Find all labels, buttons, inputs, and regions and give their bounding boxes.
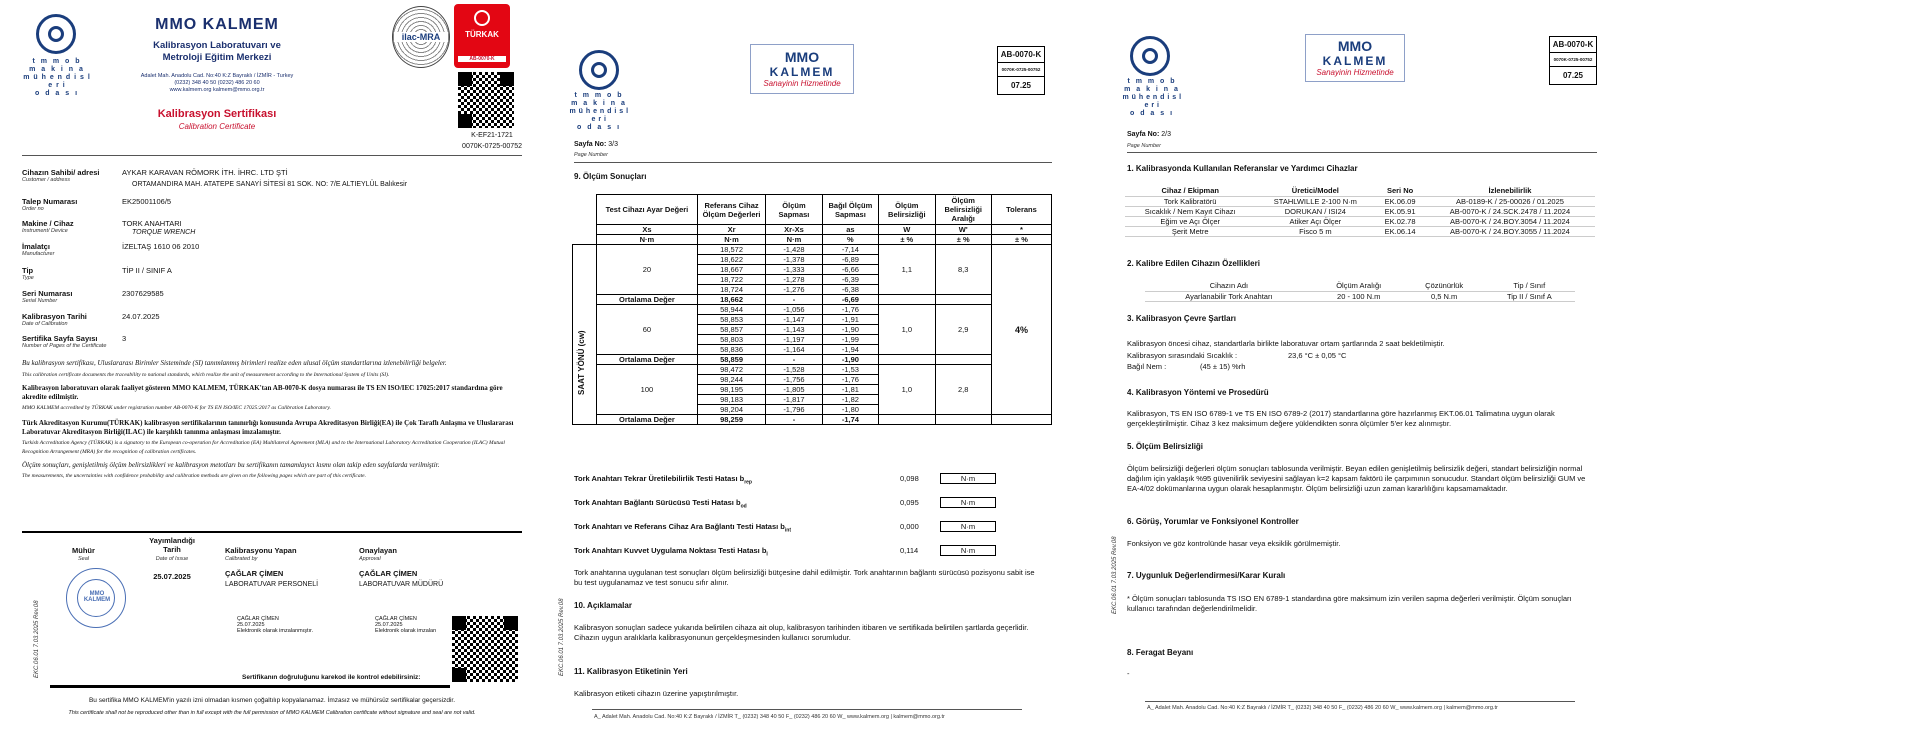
field-manufacturer: İmalatçı Manufacturer İZELTAŞ 1610 06 2010 (22, 242, 200, 257)
average-row: Ortalama Değer 98,259 - -1,74 (573, 415, 1052, 425)
section-11-title: 11. Kalibrasyon Etiketinin Yeri (574, 667, 688, 676)
side-revision-text: EKC.06.01 7.03.2025 Rev.08 (34, 600, 40, 678)
device-table: Cihazın Adı Ölçüm Aralığı Çözünürlük Tip / Sınıf Ayarlanabilir Tork Anahtarı 20 - 100 N.m 0,5 N.m Tip II / Sınıf A (1145, 281, 1575, 302)
error-note: Tork anahtarına uygulanan test sonuçları ölçüm belirsizliği bütçesine dahil edilmiştir. Tork anahtarının bağlantı sürücüsü pozisyonu sabit ise bu test uygulanamaz ve test sonucu sıfır alınır. (574, 568, 1035, 587)
qr-note-bar (50, 685, 450, 688)
org-web: www.kalmem.org kalmem@mmo.org.tr (169, 87, 265, 93)
field-calib-date: Kalibrasyon Tarihi Date of Calibration 24.07.2025 (22, 312, 160, 327)
section-4-text: Kalibrasyon, TS EN ISO 6789-1 ve TS EN ISO 6789-2 (2017) standartlarına göre hazırlanmış EKT.06.01 Talimatına uygun olarak gerçekleştirilmiştir. Cihaz 3 kez maksimum değere yüklendikten sonra ölçümler 5'er kez alınmıştır. (1127, 409, 1555, 428)
page-number: Sayfa No: 3/3 (574, 141, 618, 148)
doc-code-box: AB-0070-K 0070K-0725-00752 07.25 (1549, 36, 1597, 85)
tmmob-text: t m m o b m a k i n a m ü h e n d i s l e r i o d a s ı (23, 58, 91, 97)
page-footer: A_ Adalet Mah. Anadolu Cad. No:40 K:Z Bayraklı / İZMİR T_ (0232) 348 40 50 F_ (0232) 486 20 60 W_ www.kalmem.org | kalmem@mmo.org.tr (594, 714, 945, 720)
table-row: 98,204 -1,796 -1,80 (573, 405, 1052, 415)
field-device: Makine / Cihaz Instrument/ Device TORK ANAHTARI TORQUE WRENCH (22, 219, 196, 236)
error-line-rep: Tork Anahtarı Tekrar Üretilebilirlik Testi Hatası $b_{rep}$ (574, 474, 752, 486)
org-phones: (0232) 348 40 50 (0232) 486 20 60 (174, 80, 260, 86)
cert-code-1: K-EF21-1721 (471, 132, 513, 139)
section-7-text: * Ölçüm sonuçları tablosunda TS ISO EN 6789-1 standardına göre maksimum izin verilen sapma değerleri verilmiştir. Ölçüm sonuçları kullanıcı tarafından değerlendirilmelidir. (1127, 594, 1572, 613)
average-row: Ortalama Değer 18,662 - -6,69 (573, 295, 1052, 305)
section-7-title: 7. Uygunluk Değerlendirmesi/Karar Kuralı (1127, 571, 1286, 580)
table-row: Sıcaklık / Nem Kayıt Cihazı DORUKAN / ISI24 EK.05.91 AB-0070-K / 24.SCK.2478 / 11.2024 (1125, 206, 1595, 216)
table-row: 98,195 -1,805 -1,81 (573, 385, 1052, 395)
turkak-label: TÜRKAK (465, 30, 499, 39)
section-5-text: Ölçüm belirsizliği değerleri ölçüm sonuçları tablosunda verilmiştir. Beyan edilen genişletilmiş belirsizlik değeri, standart belirsizliğin normal dağılım için yaklaşık %95 güvenilirlik seviyesini sağlayan k=2 kapsam faktörü ile çarpımının sonucudur. Standart ölçüm belirsizliği GUM ve EA-4/02 dokümanlarına uygun olarak hesaplanmıştır. Ölçüm belirsizliği uzun zaman kararlılığını kapsamamaktadır. (1127, 464, 1586, 493)
humidity-value: (45 ± 15) %rh (1200, 362, 1246, 371)
seal-stamp-icon: MMO KALMEM (66, 568, 126, 628)
tolerance-value: 4% (991, 245, 1051, 415)
org-sub1: Kalibrasyon Laboratuvarı ve (153, 40, 281, 51)
table-row: 60 58,944 -1,056 -1,76 1,0 2,9 (573, 305, 1052, 315)
section-2-title: 2. Kalibre Edilen Cihazın Özellikleri (1127, 259, 1260, 268)
cert-code-2: 0070K-0725-00752 (462, 143, 522, 150)
table-row: SAAT YÖNÜ (cw) 20 18,572 -1,428 -7,14 1,1 8,3 4% (573, 245, 1052, 255)
table-row: Ayarlanabilir Tork Anahtarı 20 - 100 N.m 0,5 N.m Tip II / Sınıf A (1145, 291, 1575, 301)
approval-label: Onaylayan (359, 546, 397, 555)
table-row: 58,836 -1,164 -1,94 (573, 345, 1052, 355)
tmmob-text: t m m o b m a k i n a m ü h e n d i s l e r i o d a s ı (569, 92, 629, 131)
section-6-title: 6. Görüş, Yorumlar ve Fonksiyonel Kontroller (1127, 517, 1299, 526)
section-10-text: Kalibrasyon sonuçları sadece yukarıda belirtilen cihaza ait olup, kalibrasyon tarihinden itibaren ve sertifikada belirtilen şartlarda geçerlidir. Cihazın uygun aralıklarla kalibrasyonunun gerçekleşmesinden kullanıcı sorumludur. (574, 623, 1029, 642)
calibrated-by-name: ÇAĞLAR ÇİMEN (225, 569, 284, 578)
table-row: Şerit Metre Fisco 5 m EK.06.14 AB-0070-K / 24.BOY.3055 / 11.2024 (1125, 226, 1595, 236)
table-row: 18,722 -1,278 -6,39 (573, 275, 1052, 285)
table-row: 98,244 -1,756 -1,76 (573, 375, 1052, 385)
section-5-title: 5. Ölçüm Belirsizliği (1127, 442, 1204, 451)
org-sub2: Metroloji Eğitim Merkezi (162, 52, 272, 63)
table-row: 100 98,472 -1,528 -1,53 1,0 2,8 (573, 365, 1052, 375)
table-row: 18,622 -1,378 -6,89 (573, 255, 1052, 265)
tmmob-text: t m m o b m a k i n a m ü h e n d i s l e r i o d a s ı (1122, 78, 1182, 117)
section-8-title: 8. Feragat Beyanı (1127, 648, 1194, 657)
tmmob-logo-icon (36, 14, 76, 54)
page-number: Sayfa No: 2/3 (1127, 131, 1171, 138)
table-row: Eğim ve Açı Ölçer Atiker Açı Ölçer EK.02.78 AB-0070-K / 24.BOY.3054 / 11.2024 (1125, 216, 1595, 226)
field-customer: Cihazın Sahibi/ adresi Customer / address AYKAR KARAVAN RÖMORK İTH. İHRC. LTD ŞTİ ORTAMANDIRA MAH. ATATEPE SANAYİ SİTESİ 81 SOK. NO: 7/E ALTIEYLÜL Balıkesir (22, 168, 408, 188)
table-row: 18,724 -1,276 -6,38 (573, 285, 1052, 295)
table-row: 18,667 -1,333 -6,66 (573, 265, 1052, 275)
section-4-title: 4. Kalibrasyon Yöntemi ve Prosedürü (1127, 388, 1269, 397)
cert-title: Kalibrasyon Sertifikası (157, 108, 277, 120)
qr-note: Sertifikanın doğruluğunu karekod ile kontrol edebilirsiniz: (242, 674, 421, 681)
issue-date: 25.07.2025 (153, 572, 191, 581)
verify-qr-code-icon (452, 616, 518, 682)
mmo-kalmem-logo: MMO KALMEM Sanayinin Hizmetinde (1305, 34, 1405, 82)
side-revision-text: EKC.06.01 7.03.2025 Rev.08 (559, 598, 565, 676)
humidity-label: Bağıl Nem : (1127, 362, 1167, 371)
measurement-results-page: t m m o b m a k i n a m ü h e n d i s l e r i o d a s ı MMO KALMEM Sanayinin Hizmetinde AB-0070-K 0070K-0725-00752 07.25 Sayfa No: 3/3 Page Number 9. Ölçüm Sonuçları Test Cihazı Ayar Değeri Referans Cihaz Ölçüm Değerleri Ölçüm Sapması Bağıl Ölçüm Sapması Ölçüm Belirsizliği Ölçüm Belirsizliği Aralığı Tolerans Xs Xr Xr-Xs as W W' * N·m N·m N·m % ± % ± % ± % SAAT YÖNÜ (cw) 20 18,572 -1,428 -7,14 1,1 8,3 4% 18,622 -1,378 -6,89 18,667 -1,333 -6,66 18,722 -1,278 -6,39 18,724 -1,276 -6,38 Ortalama Değer 18,662 - -6,69 60 58,944 -1,056 -1,76 1,0 2,9 58,853 -1,147 -1,91 58,857 -1,143 -1,90 58,803 -1,197 -1,99 58,836 -1,164 -1,94 Ortalama Değer 58,859 - -1,90 100 98,472 -1,528 -1,53 1,0 2,8 98,244 -1,756 -1,76 98,195 -1,805 -1,81 98,183 -1,817 -1,82 98,204 -1,796 -1,80 Ortalama Değer 98,259 - -1,74 Tork Anahtarı Tekrar Üretilebilirlik Testi Hatası $b_{rep}$ 0,098 N·m Tork Anahtarı Bağlantı Sürücüsü Testi Hatası $b_{od}$ 0,095 N·m Tork Anahtarı ve Referans Cihaz Ara Bağlantı Testi Hatası $b_{int}$ 0,000 N·m Tork Anahtarı Kuvvet Uygulama Noktası Testi Hatası $b_l$ 0,114 N·m Tork anahtarına uygulanan test sonuçları ölçüm belirsizliği bütçesine dahil edilmiştir. Tork anahtarının bağlantı sürücüsü pozisyonu sabit ise bu test uygulanamaz ve test sonucu sıfır alınır. 10. Açıklamalar Kalibrasyon sonuçları sadece yukarıda belirtilen cihaza ait olup, kalibrasyon tarihinden itibaren ve sertifikada belirtilen şartlarda geçerlidir. Cihazın uygun aralıklarla kalibrasyonunun gerçekleşmesinden kullanıcı sorumludur. 11. Kalibrasyon Etiketinin Yeri Kalibrasyon etiketi cihazın üzerine yapıştırılmıştır. A_ Adalet Mah. Anadolu Cad. No:40 K:Z Bayraklı / İZMİR T_ (0232) 348 40 50 F_ (0232) 486 20 60 W_ www.kalmem.org | kalmem@mmo.org.tr EKC.06.01 7.03.2025 Rev.08 (567, 0, 1057, 748)
temp-label: Kalibrasyon sırasındaki Sıcaklık : (1127, 351, 1238, 360)
measurement-table: Test Cihazı Ayar Değeri Referans Cihaz Ölçüm Değerleri Ölçüm Sapması Bağıl Ölçüm Sapması Ölçüm Belirsizliği Ölçüm Belirsizliği Aralığı Tolerans Xs Xr Xr-Xs as W W' * N·m N·m N·m % ± % ± % ± % SAAT YÖNÜ (cw) 20 18,572 -1,428 -7,14 1,1 8,3 4% 18,622 -1,378 -6,89 18,667 -1,333 -6,66 18,722 -1,278 -6,39 18,724 -1,276 -6,38 Ortalama Değer 18,662 - -6,69 60 58,944 -1,056 -1,76 1,0 2,9 58,853 -1,147 -1,91 58,857 -1,143 -1,90 58,803 -1,197 -1,99 58,836 -1,164 -1,94 Ortalama Değer 58,859 - -1,90 100 98,472 -1,528 -1,53 1,0 2,8 98,244 -1,756 -1,76 98,195 -1,805 -1,81 98,183 -1,817 -1,82 98,204 -1,796 -1,80 Ortalama Değer 98,259 - -1,74 (572, 194, 1052, 425)
average-row: Ortalama Değer 58,859 - -1,90 (573, 355, 1052, 365)
mmo-kalmem-logo: MMO KALMEM Sanayinin Hizmetinde (750, 44, 854, 94)
error-line-od: Tork Anahtarı Bağlantı Sürücüsü Testi Hatası $b_{od}$ (574, 498, 747, 510)
issue-label: Yayımlandığı Tarih (149, 536, 195, 554)
direction-label: SAAT YÖNÜ (cw) (577, 330, 586, 395)
doc-code-box: AB-0070-K 0070K-0725-00752 07.25 (997, 46, 1045, 95)
qr-code-icon (458, 72, 514, 128)
esig-approver: ÇAĞLAR ÇİMEN 25.07.2025 Elektronik olarak imzalan (375, 616, 437, 634)
error-line-l: Tork Anahtarı Kuvvet Uygulama Noktası Testi Hatası $b_l$ (574, 546, 768, 558)
calibrated-by-label: Kalibrasyonu Yapan (225, 546, 297, 555)
table-row: 58,803 -1,197 -1,99 (573, 335, 1052, 345)
calibration-details-page: t m m o b m a k i n a m ü h e n d i s l e r i o d a s ı MMO KALMEM Sanayinin Hizmetinde AB-0070-K 0070K-0725-00752 07.25 Sayfa No: 2/3 Page Number 1. Kalibrasyonda Kullanılan Referanslar ve Yardımcı Cihazlar Cihaz / Ekipman Üretici/Model Seri No İzlenebilirlik Tork Kalibratörü STAHLWILLE 2-100 N·m EK.06.09 AB-0189-K / 25-00026 / 01.2025 Sıcaklık / Nem Kayıt Cihazı DORUKAN / ISI24 EK.05.91 AB-0070-K / 24.SCK.2478 / 11.2024 Eğim ve Açı Ölçer Atiker Açı Ölçer EK.02.78 AB-0070-K / 24.BOY.3054 / 11.2024 Şerit Metre Fisco 5 m EK.06.14 AB-0070-K / 24.BOY.3055 / 11.2024 2. Kalibre Edilen Cihazın Özellikleri Cihazın Adı Ölçüm Aralığı Çözünürlük Tip / Sınıf Ayarlanabilir Tork Anahtarı 20 - 100 N.m 0,5 N.m Tip II / Sınıf A 3. Kalibrasyon Çevre Şartları Kalibrasyon öncesi cihaz, standartlarla birlikte laboratuvar ortam şartlarında 2 saat bekletilmiştir. Kalibrasyon sırasındaki Sıcaklık : 23,6 °C ± 0,05 °C Bağıl Nem : (45 ± 15) %rh 4. Kalibrasyon Yöntemi ve Prosedürü Kalibrasyon, TS EN ISO 6789-1 ve TS EN ISO 6789-2 (2017) standartlarına göre hazırlanmış EKT.06.01 Talimatına uygun olarak gerçekleştirilmiştir. Cihaz 3 kez maksimum değere yüklendikten sonra ölçümler 5'er kez alınmıştır. 5. Ölçüm Belirsizliği Ölçüm belirsizliği değerleri ölçüm sonuçları tablosunda verilmiştir. Beyan edilen genişletilmiş belirsizlik değeri, standart belirsizliğin normal dağılım için yaklaşık %95 güvenilirlik seviyesini sağlayan k=2 kapsam faktörü ile çarpımının sonucudur. Standart ölçüm belirsizliği GUM ve EA-4/02 dokümanlarına uygun olarak hesaplanmıştır. Ölçüm belirsizliği uzun zaman kararlılığını kapsamamaktadır. 6. Görüş, Yorumlar ve Fonksiyonel Kontroller Fonksiyon ve göz kontrolünde hasar veya eksiklik görülmemiştir. 7. Uygunluk Değerlendirmesi/Karar Kuralı * Ölçüm sonuçları tablosunda TS ISO EN 6789-1 standardına göre maksimum izin verilen sapma değerleri verilmiştir. Ölçüm sonuçları kullanıcı tarafından değerlendirilmelidir. 8. Feragat Beyanı - A_ Adalet Mah. Anadolu Cad. No:40 K:Z Bayraklı / İZMİR T_ (0232) 348 40 50 F_ (0232) 486 20 60 W_ www.kalmem.org | kalmem@mmo.org.tr EKC.06.01 7.03.2025 Rev.08 (1120, 0, 1600, 748)
table-row: 98,183 -1,817 -1,82 (573, 395, 1052, 405)
turkak-logo-icon (454, 4, 510, 68)
section-8-text: - (1127, 669, 1130, 678)
section-1-title: 1. Kalibrasyonda Kullanılan Referanslar ve Yardımcı Cihazlar (1127, 164, 1358, 173)
certificate-cover-page: t m m o b m a k i n a m ü h e n d i s l e r i o d a s ı MMO KALMEM Kalibrasyon Laboratuvarı ve Metroloji Eğitim Merkezi Adalet Mah. Anadolu Cad. No:40 K:Z Bayraklı / İZMİR - Turkey (0232) 348 40 50 (0232) 486 20 60 www.kalmem.org kalmem@mmo.org.tr ilac-MRA TÜRKAK AB-0070-K K-EF21-1721 0070K-0725-00752 Kalibrasyon Sertifikası Calibration Certificate Cihazın Sahibi/ adresi Customer / address AYKAR KARAVAN RÖMORK İTH. İHRC. LTD ŞTİ ORTAMANDIRA MAH. ATATEPE SANAYİ SİTESİ 81 SOK. NO: 7/E ALTIEYLÜL Balıkesir Talep Numarası Order no EK25001106/5 Makine / Cihaz Instrument/ Device TORK ANAHTARI TORQUE WRENCH İmalatçı Manufacturer İZELTAŞ 1610 06 2010 Tip Type TİP II / SINIF A Seri Numarası Serial Number 2307629585 Kalibrasyon Tarihi Date of Calibration 24.07.2025 Sertifika Sayfa Sayısı Number of Pages of the Certificate 3 Bu kalibrasyon sertifikası, Uluslararası Birimler Sisteminde (SI) tanımlanmış birimleri realize eden ulusal ölçüm standartlarına izlenebilirliği belgeler. This calibration certificate documents the traceability to national standards, which realize the unit of measurement according to the International System of Units (SI). Kalibrasyon laboratuvarı olarak faaliyet gösteren MMO KALMEM, TÜRKAK'tan AB-0070-K dosya numarası ile TS EN ISO/IEC 17025:2017 standardına göre akredite edilmiştir. MMO KALMEM accredited by TÜRKAK under registration number AB-0070-K for TS EN ISO/IEC 17025:2017 as Calibration Laboratory. Türk Akreditasyon Kurumu(TÜRKAK) kalibrasyon sertifikalarının tanınırlığı konusunda Avrupa Akreditasyon Birliği(EA) ile Çok Taraflı Anlaşma ve Uluslararası Laboratuvar Akreditasyon Birliği(ILAC) ile karşılıklı tanınma anlaşması imzalamıştır. Turkish Accreditation Agency (TÜRKAK) is a signatory to the European co-operation for Accreditation (EA) Multilateral Agreement (MLA) and to the International Laboratory Accreditation Cooperation (ILAC) Mutual Recognition Arrangement (MRA) for the recognition of calibration certificates. Ölçüm sonuçları, genişletilmiş ölçüm belirsizlikleri ve kalibrasyon metotları bu sertifikanın tamamlayıcı kısmı olan takip eden sayfalarda verilmiştir. The measurements, the uncertainties with confidence probability and calibration methods are given on the following pages which are part of this certificate. Mühür Seal Yayımlandığı Tarih Date of Issue 25.07.2025 Kalibrasyonu Yapan Calibrated by ÇAĞLAR ÇİMEN LABORATUVAR PERSONELİ Onaylayan Approval ÇAĞLAR ÇİMEN LABORATUVAR MÜDÜRÜ MMO KALMEM ÇAĞLAR ÇİMEN 25.07.2025 Elektronik olarak imzalanmıştır. ÇAĞLAR ÇİMEN 25.07.2025 Elektronik olarak imzalan Sertifikanın doğruluğunu karekod ile kontrol edebilirsiniz: Bu sertifika MMO KALMEM'in yazılı izni olmadan kısmen çoğaltılıp kopyalanamaz. İmzasız ve mühürsüz sertifikalar geçersizdir. This certificate shall not be reproduced other than in full except with the full permission of MMO KALMEM Calibration certificate without signature and seal are not valid. EKC.06.01 7.03.2025 Rev.08 (22, 0, 522, 748)
ilac-mra-label: ilac-MRA (394, 32, 448, 42)
reference-table: Cihaz / Ekipman Üretici/Model Seri No İzlenebilirlik Tork Kalibratörü STAHLWILLE 2-100 N·m EK.06.09 AB-0189-K / 25-00026 / 01.2025 Sıcaklık / Nem Kayıt Cihazı DORUKAN / ISI24 EK.05.91 AB-0070-K / 24.SCK.2478 / 11.2024 Eğim ve Açı Ölçer Atiker Açı Ölçer EK.02.78 AB-0070-K / 24.BOY.3054 / 11.2024 Şerit Metre Fisco 5 m EK.06.14 AB-0070-K / 24.BOY.3055 / 11.2024 (1125, 186, 1595, 237)
field-pages: Sertifika Sayfa Sayısı Number of Pages of the Certificate 3 (22, 334, 127, 349)
table-row: 58,857 -1,143 -1,90 (573, 325, 1052, 335)
section-6-text: Fonksiyon ve göz kontrolünde hasar veya eksiklik görülmemiştir. (1127, 539, 1341, 548)
note-si: Bu kalibrasyon sertifikası, Uluslararası Birimler Sisteminde (SI) tanımlanmış birimleri realize eden ulusal ölçüm standartlarına izlenebilirliği belgeler. This calibration certificate documents the traceability to national standards, which realize the unit of measurement according to the International System of Units (SI). Kalibrasyon laboratuvarı olarak faaliyet gösteren MMO KALMEM, TÜRKAK'tan AB-0070-K dosya numarası ile TS EN ISO/IEC 17025:2017 standardına göre akredite edilmiştir. MMO KALMEM accredited by TÜRKAK under registration number AB-0070-K for TS EN ISO/IEC 17025:2017 as Calibration Laboratory. Türk Akreditasyon Kurumu(TÜRKAK) kalibrasyon sertifikalarının tanınırlığı konusunda Avrupa Akreditasyon Birliği(EA) ile Çok Taraflı Anlaşma ve Uluslararası Laboratuvar Akreditasyon Birliği(ILAC) ile karşılıklı tanınma anlaşması imzalamıştır. Turkish Accreditation Agency (TÜRKAK) is a signatory to the European co-operation for Accreditation (EA) Multilateral Agreement (MLA) and to the International Laboratory Accreditation Cooperation (ILAC) Mutual Recognition Arrangement (MRA) for the recognition of calibration certificates. Ölçüm sonuçları, genişletilmiş ölçüm belirsizlikleri ve kalibrasyon metotları bu sertifikanın tamamlayıcı kısmı olan takip eden sayfalarda verilmiştir. The measurements, the uncertainties with confidence probability and calibration methods are given on the following pages which are part of this certificate. (22, 359, 514, 479)
approval-name: ÇAĞLAR ÇİMEN (359, 569, 418, 578)
field-order: Talep Numarası Order no EK25001106/5 (22, 197, 172, 212)
footer-en: This certificate shall not be reproduced other than in full except with the full permission of MMO KALMEM Calibration certificate without signature and seal are not valid. (68, 710, 476, 716)
seal-label: Mühür (72, 546, 95, 555)
table-row: 58,853 -1,147 -1,91 (573, 315, 1052, 325)
footer-tr: Bu sertifika MMO KALMEM'in yazılı izni olmadan kısmen çoğaltılıp kopyalanamaz. İmzasız ve mühürsüz sertifikalar geçersizdir. (88, 697, 456, 704)
section-9-title: 9. Ölçüm Sonuçları (574, 172, 647, 181)
org-address: Adalet Mah. Anadolu Cad. No:40 K:Z Bayraklı / İZMİR - Turkey (140, 73, 294, 79)
temp-value: 23,6 °C ± 0,05 °C (1288, 351, 1347, 360)
tmmob-logo-icon (579, 50, 619, 90)
page-footer: A_ Adalet Mah. Anadolu Cad. No:40 K:Z Bayraklı / İZMİR T_ (0232) 348 40 50 F_ (0232) 486 20 60 W_ www.kalmem.org | kalmem@mmo.org.tr (1147, 705, 1498, 711)
tmmob-logo-icon (1130, 36, 1170, 76)
section-11-text: Kalibrasyon etiketi cihazın üzerine yapıştırılmıştır. (574, 689, 739, 698)
table-row: Tork Kalibratörü STAHLWILLE 2-100 N·m EK.06.09 AB-0189-K / 25-00026 / 01.2025 (1125, 196, 1595, 206)
section-10-title: 10. Açıklamalar (574, 601, 632, 610)
error-line-int: Tork Anahtarı ve Referans Cihaz Ara Bağlantı Testi Hatası $b_{int}$ (574, 522, 791, 534)
section-3-title: 3. Kalibrasyon Çevre Şartları (1127, 314, 1236, 323)
cert-title-en: Calibration Certificate (178, 122, 256, 131)
esig-calibrator: ÇAĞLAR ÇİMEN 25.07.2025 Elektronik olarak imzalanmıştır. (237, 616, 314, 634)
section-3-text: Kalibrasyon öncesi cihaz, standartlarla birlikte laboratuvar ortam şartlarında 2 saat bekletilmiştir. (1127, 339, 1445, 348)
field-serial: Seri Numarası Serial Number 2307629585 (22, 289, 164, 304)
side-revision-text: EKC.06.01 7.03.2025 Rev.08 (1112, 536, 1118, 614)
org-name: MMO KALMEM (155, 16, 279, 33)
turkak-sub: AB-0070-K (458, 56, 506, 62)
field-type: Tip Type TİP II / SINIF A (22, 266, 172, 281)
